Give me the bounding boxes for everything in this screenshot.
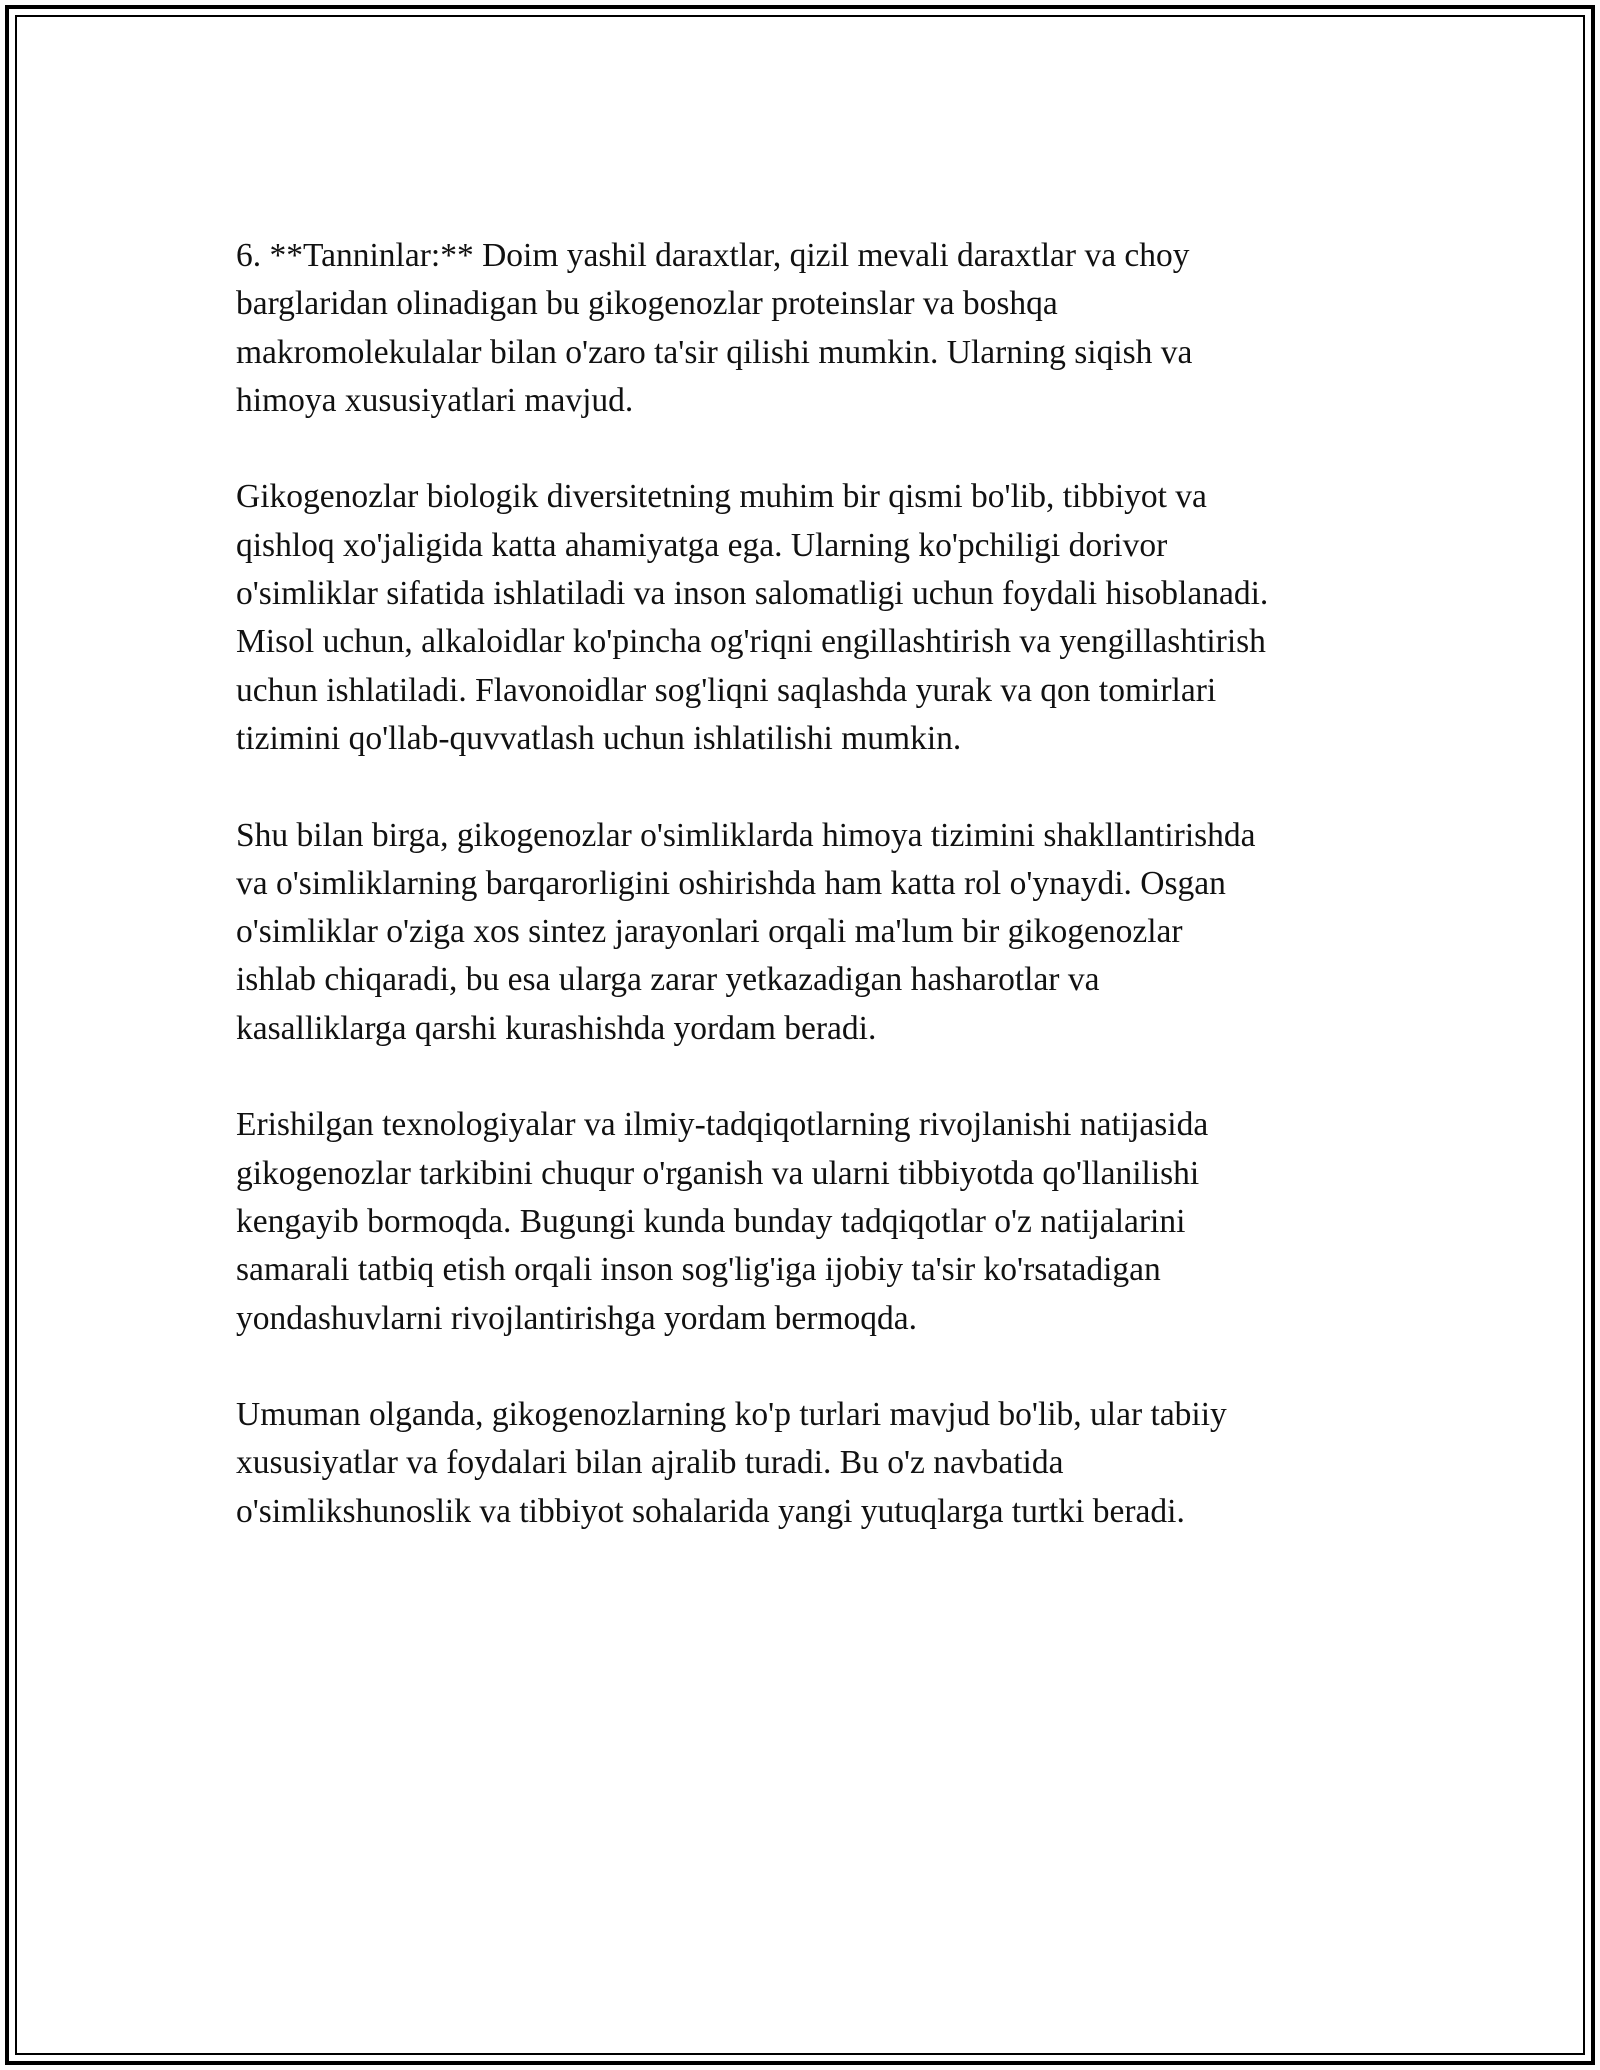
text-line: o'simliklar sifatida ishlatiladi va inson salomatligi uchun foydali hisoblanadi. <box>236 575 1269 613</box>
text-line: Shu bilan birga, gikogenozlar o'simliklarda himoya tizimini shakllantirishda <box>236 816 1256 854</box>
text-line: uchun ishlatiladi. Flavonoidlar sog'liqni saqlashda yurak va qon tomirlari <box>236 671 1217 709</box>
document-body <box>236 232 1386 1584</box>
text-line: xususiyatlar va foydalari bilan ajralib turadi. Bu o'z navbatida <box>236 1444 1064 1482</box>
text-line: gikogenozlar tarkibini chuqur o'rganish va ularni tibbiyotda qo'llanilishi <box>236 1154 1200 1192</box>
text-line: kengayib bormoqda. Bugungi kunda bunday tadqiqotlar o'z natijalarini <box>236 1202 1186 1240</box>
text-line: 6. **Tanninlar:** Doim yashil daraxtlar, qizil mevali daraxtlar va choy <box>236 237 1190 274</box>
text-line: kasalliklarga qarshi kurashishda yordam beradi. <box>236 1009 877 1047</box>
text-line: makromolekulalar bilan o'zaro ta'sir qilishi mumkin. Ularning siqish va <box>236 333 1193 371</box>
text-line: va o'simliklarning barqarorligini oshirishda ham katta rol o'ynaydi. Osgan <box>236 864 1226 902</box>
paragraph-importance <box>236 473 1386 763</box>
paragraph-protection <box>236 812 1386 1053</box>
text-line: ishlab chiqaradi, bu esa ularga zarar yetkazadigan hasharotlar va <box>236 961 1100 999</box>
text-line: Erishilgan texnologiyalar va ilmiy-tadqiqotlarning rivojlanishi natijasida <box>236 1106 1209 1144</box>
text-line: tizimini qo'llab-quvvatlash uchun ishlatilishi mumkin. <box>236 719 962 757</box>
paragraph-conclusion <box>236 1391 1386 1536</box>
paragraph-research <box>236 1101 1386 1342</box>
text-line: himoya xususiyatlari mavjud. <box>236 381 634 419</box>
text-line: qishloq xo'jaligida katta ahamiyatga ega. Ularning ko'pchiligi dorivor <box>236 526 1168 564</box>
text-line: Gikogenozlar biologik diversitetning muhim bir qismi bo'lib, tibbiyot va <box>236 478 1207 516</box>
text-line: Umuman olganda, gikogenozlarning ko'p turlari mavjud bo'lib, ular tabiiy <box>236 1396 1227 1434</box>
text-line: o'simlikshunoslik va tibbiyot sohalarida yangi yutuqlarga turtki beradi. <box>236 1492 1185 1530</box>
text-line: Misol uchun, alkaloidlar ko'pincha og'riqni engillashtirish va yengillashtirish <box>236 623 1266 661</box>
text-line: o'simliklar o'ziga xos sintez jarayonlari orqali ma'lum bir gikogenozlar <box>236 913 1183 951</box>
text-line: samarali tatbiq etish orqali inson sog'lig'iga ijobiy ta'sir ko'rsatadigan <box>236 1251 1161 1289</box>
text-line: barglaridan olinadigan bu gikogenozlar proteinslar va boshqa <box>236 285 1058 323</box>
text-line: yondashuvlarni rivojlantirishga yordam bermoqda. <box>236 1299 918 1337</box>
paragraph-tanninlar <box>236 232 1386 425</box>
